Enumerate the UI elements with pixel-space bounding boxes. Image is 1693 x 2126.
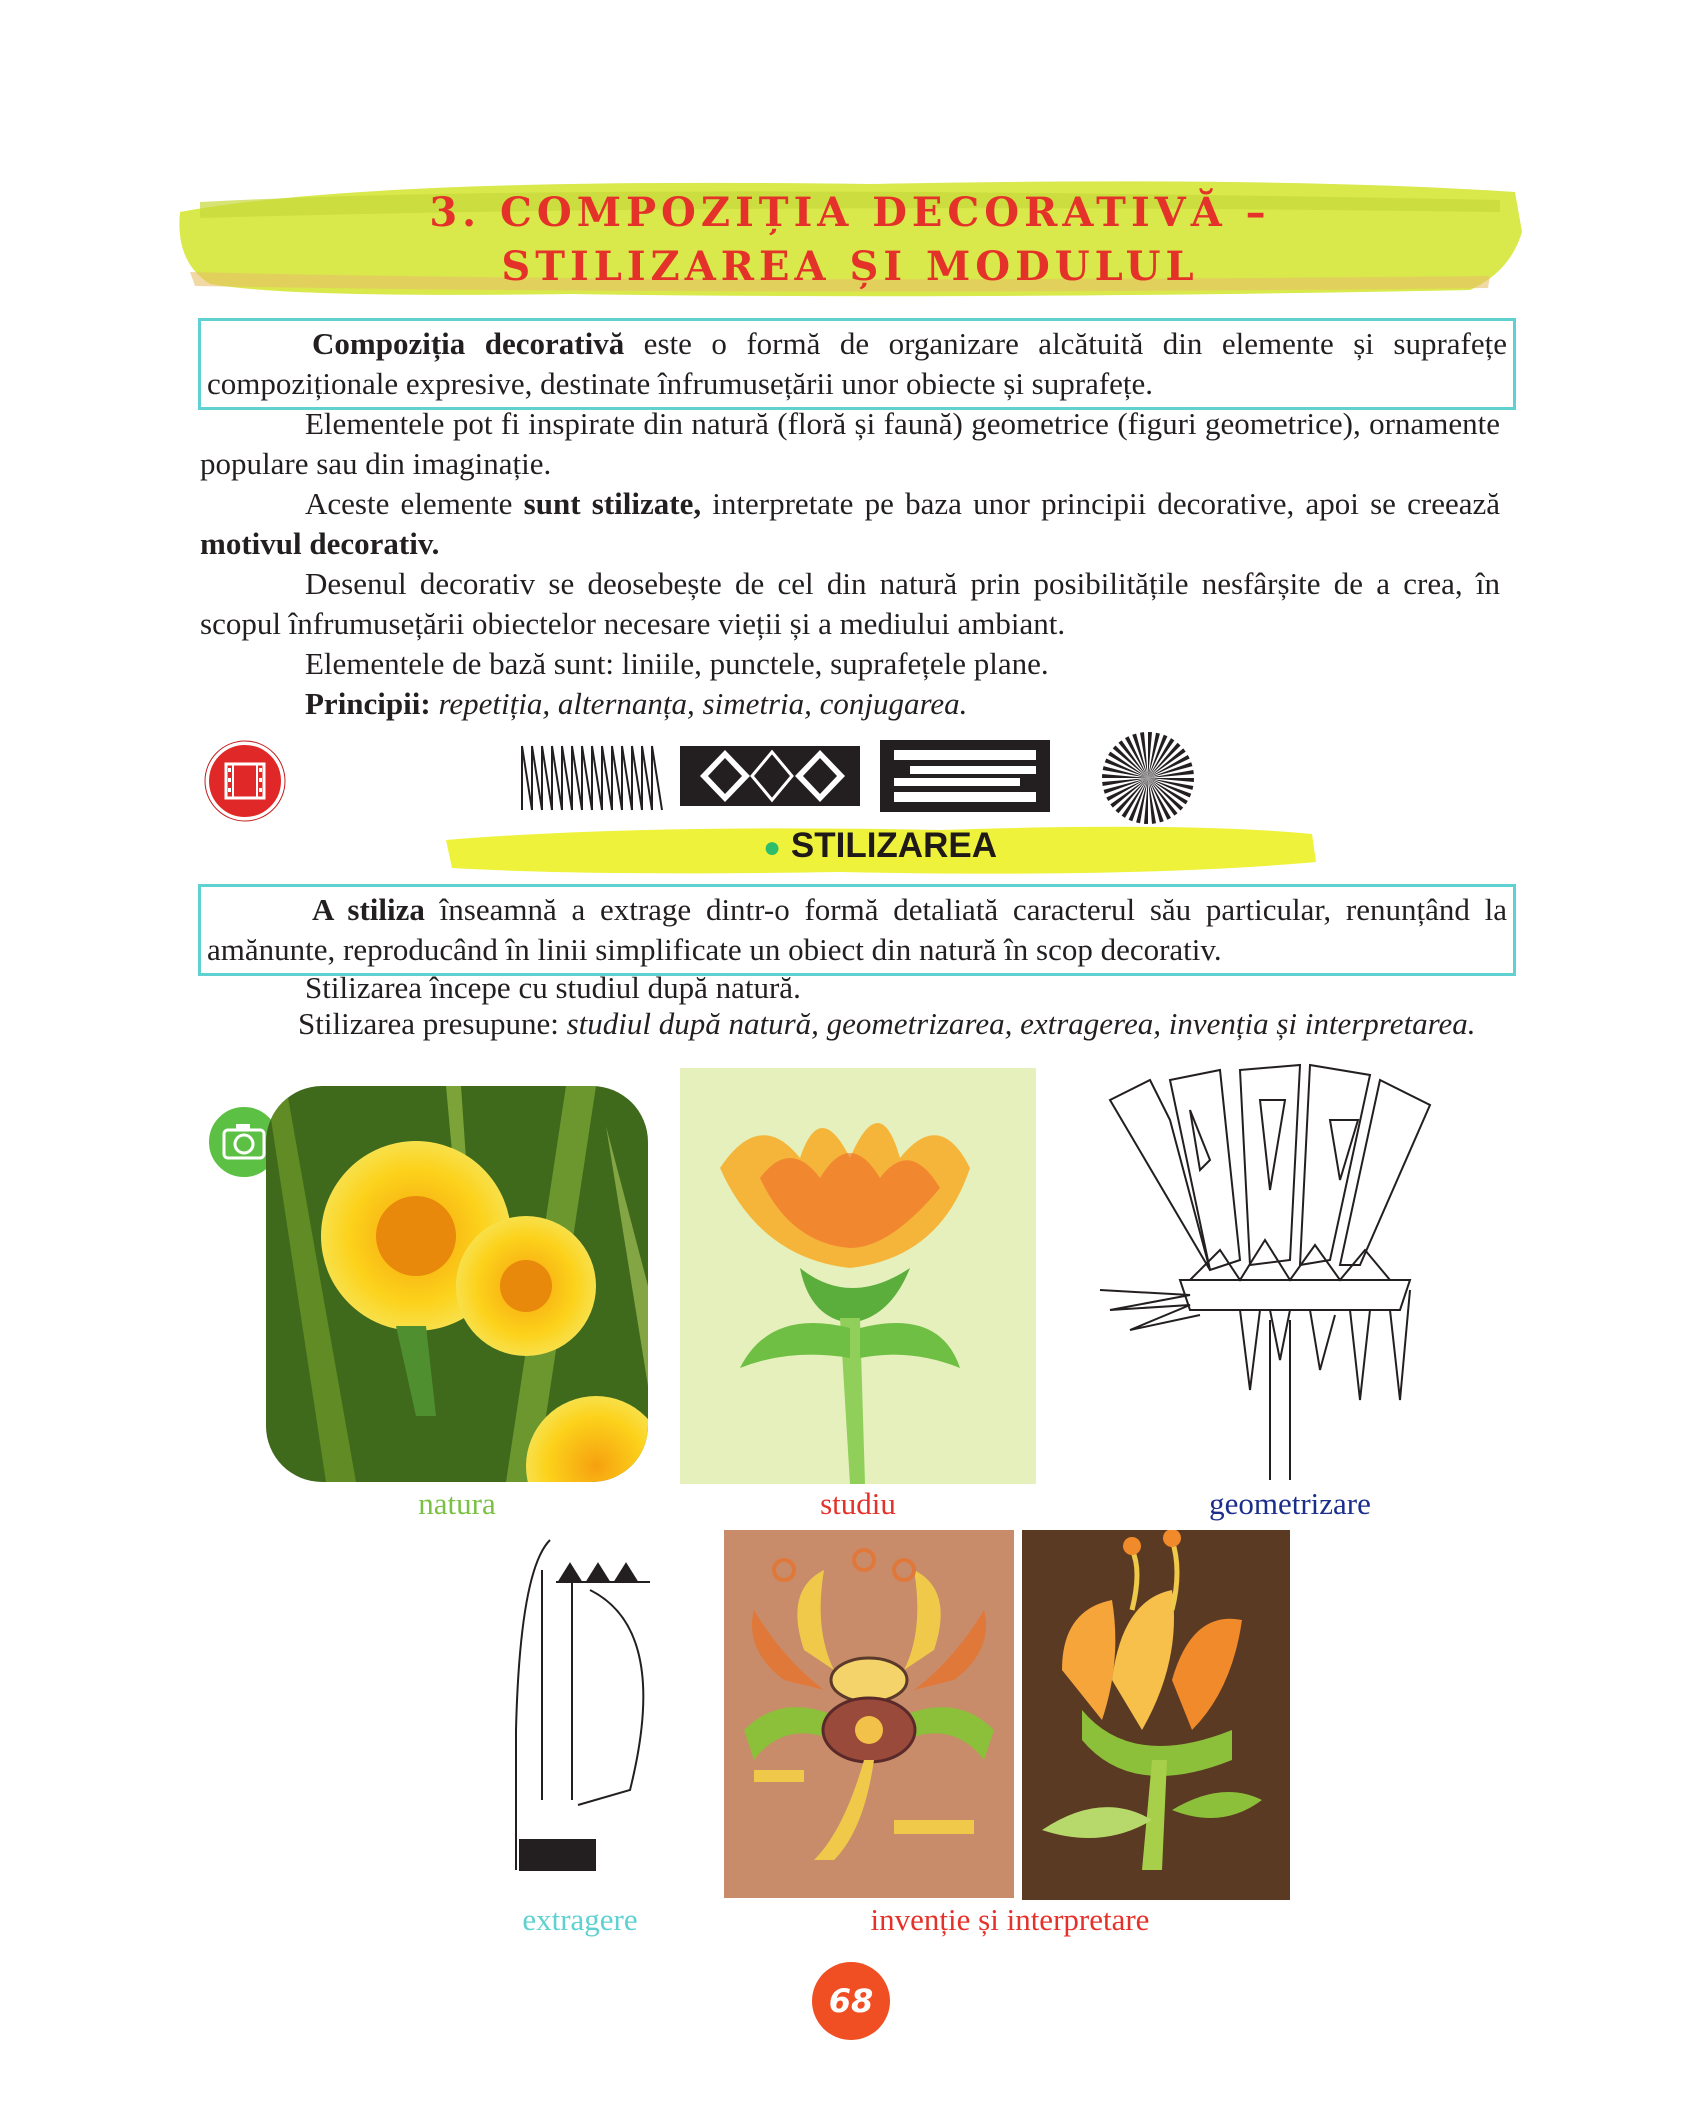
paragraph-basic-elements: Elementele de bază sunt: liniile, punctele, suprafețele plane. <box>305 646 1049 681</box>
definition-box: Compoziția decorativă este o formă de organizare alcătuită din elemente și suprafețe compoziționale expresive, destinate înfrumusețării unor obiecte și suprafețe. <box>198 318 1516 410</box>
caption-geometrizare: geometrizare <box>1209 1486 1371 1521</box>
page-title: 3. COMPOZIȚIA DECORATIVĂ – STILIZAREA ȘI MODULUL <box>429 189 1271 290</box>
inventie-painting-1 <box>724 1530 1014 1898</box>
film-icon[interactable] <box>204 740 286 822</box>
bullet-dot: ● <box>763 831 782 864</box>
page-number: 68 <box>812 1962 890 2040</box>
natura-photo <box>266 1086 648 1482</box>
paragraph-decorative-drawing: Desenul decorativ se deosebește de cel din natură prin posibilitățile nesfârșite de a crea, în scopul înfrumusețării obiectelor necesare vieții și a mediului ambiant. <box>200 566 1500 641</box>
caption-extragere: extragere <box>522 1902 638 1937</box>
alternation-pattern-illustration <box>680 746 860 806</box>
geometrizare-drawing <box>1090 1060 1490 1480</box>
extragere-drawing <box>480 1530 680 1890</box>
paragraph-principles: Principii: repetiția, alternanța, simetria, conjugarea. <box>305 686 968 721</box>
caption-studiu: studiu <box>820 1486 896 1521</box>
stylize-definition-box: A stiliza înseamnă a extrage dintr-o formă detaliată caracterul său particular, renunțând la amănunte, reproducând în linii simplificate un obiect din natură în scop decorativ. <box>198 884 1516 976</box>
section-title-stilizarea: ● STILIZAREA <box>763 826 997 865</box>
stylize-begins-line: Stilizarea începe cu studiul după natură. <box>305 970 801 1005</box>
studiu-watercolor <box>680 1068 1036 1484</box>
stylize-requires-line: Stilizarea presupune: studiul după natură, geometrizarea, extragerea, invenția și interpretarea. <box>298 1006 1476 1041</box>
caption-inventie-interpretare: invenție și interpretare <box>870 1902 1150 1937</box>
paragraph-stylized: Aceste elemente sunt stilizate, interpretate pe baza unor principii decorative, apoi se creează motivul decorativ. <box>200 486 1500 561</box>
caption-natura: natura <box>418 1486 496 1521</box>
inventie-painting-2 <box>1022 1530 1290 1900</box>
paragraph-elements: Elementele pot fi inspirate din natură (floră și faună) geometrice (figuri geometrice), ornamente populare sau din imaginație. <box>200 406 1500 481</box>
symmetry-pattern-illustration <box>880 740 1050 812</box>
conjugation-sunburst-illustration <box>1100 730 1196 826</box>
repetition-pattern-illustration <box>518 740 668 814</box>
